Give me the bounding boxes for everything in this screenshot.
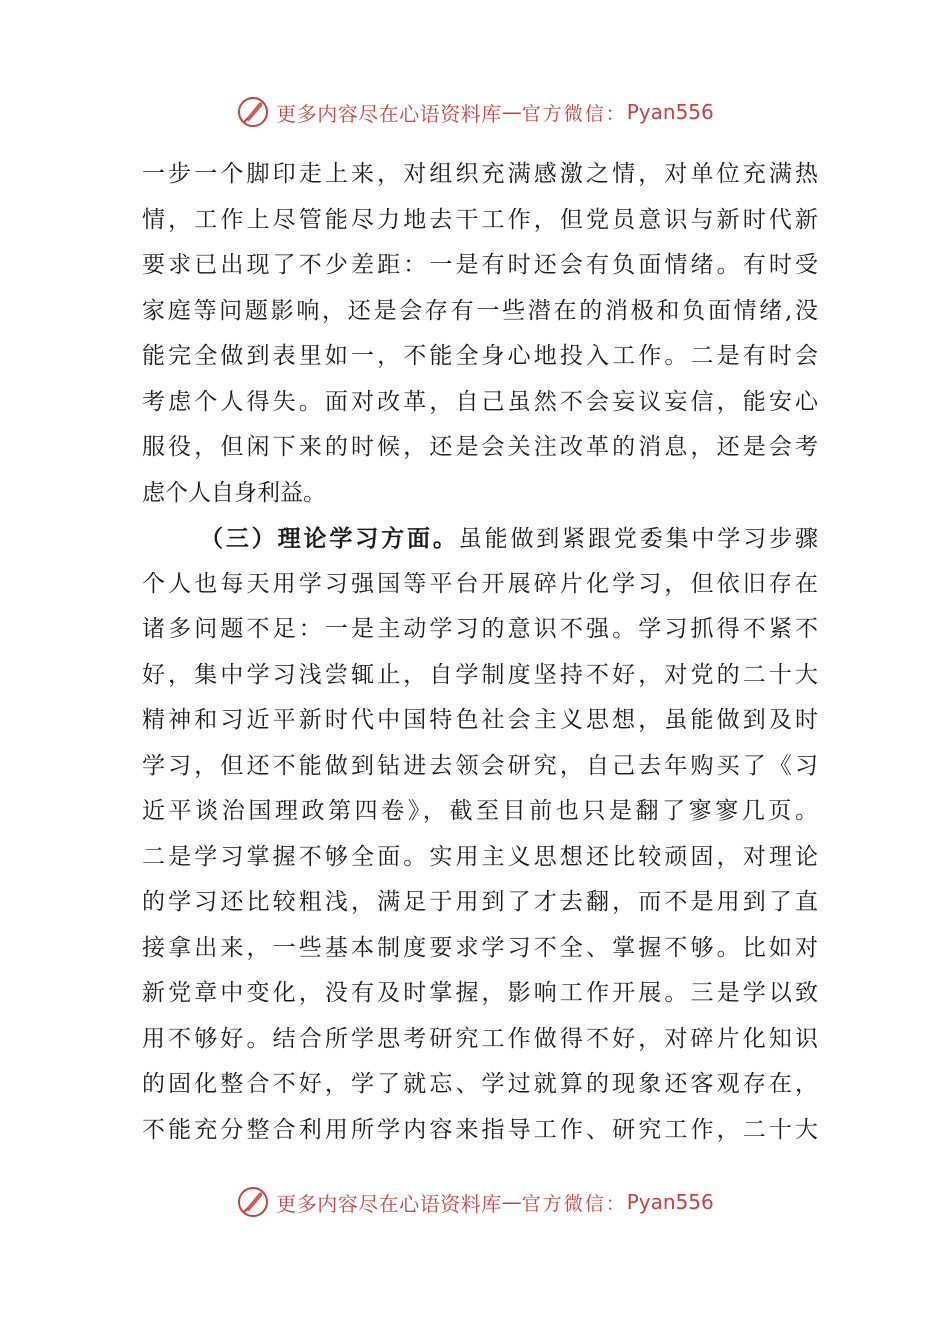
document-body	[142, 152, 818, 1153]
header-banner-separator: —	[501, 100, 522, 124]
paragraph-line: 要求已出现了不少差距：一是有时还会有负面情绪。有时受	[142, 252, 818, 278]
footer-banner-title: 更多内容尽在心语资料库	[276, 1191, 502, 1216]
paragraph-line: 好，集中学习浅尝辄止，自学制度坚持不好，对党的二十大	[142, 661, 818, 688]
header-banner-title: 更多内容尽在心语资料库	[276, 101, 502, 126]
footer-banner-separator: —	[501, 1190, 522, 1214]
paragraph-line: 精神和习近平新时代中国特色社会主义思想，虽能做到及时	[142, 707, 818, 733]
paragraph-line: 学习，但还不能做到钻进去领会研究，自己去年购买了《习	[142, 752, 818, 779]
section-heading-line	[142, 516, 818, 562]
paragraph-line: 二是学习掌握不够全面。实用主义思想还比较顽固，对理论	[142, 843, 818, 870]
section-heading-rest: 虽能做到紧跟党委集中学习步骤	[458, 526, 818, 552]
paragraph-line: 近平谈治国理政第四卷》，截至目前也只是翻了寥寥几页。	[142, 798, 818, 824]
paragraph-line: 家庭等问题影响，还是会存有一些潜在的消极和负面情绪,没	[142, 297, 818, 324]
paragraph-line: 的固化整合不好，学了就忘、学过就算的现象还客观存在，	[142, 1071, 818, 1097]
footer-banner	[0, 1182, 950, 1222]
paragraph-line: 能完全做到表里如一，不能全身心地投入工作。二是有时会	[142, 343, 818, 369]
paragraph-line: 接拿出来，一些基本制度要求学习不全、掌握不够。比如对	[142, 934, 818, 961]
header-banner-wechat-id: Pyan556	[626, 100, 714, 124]
header-banner	[0, 92, 950, 132]
paragraph-line: 诸多问题不足：一是主动学习的意识不强。学习抓得不紧不	[142, 616, 818, 642]
quill-pen-logo-icon	[236, 95, 270, 129]
quill-pen-logo-icon	[236, 1185, 270, 1219]
paragraph-line: 个人也每天用学习强国等平台开展碎片化学习，但依旧存在	[142, 570, 818, 597]
paragraph-line: 虑个人自身利益。	[142, 479, 326, 506]
footer-banner-wechat-label: 官方微信：	[521, 1192, 627, 1215]
paragraph-line: 情，工作上尽管能尽力地去干工作，但党员意识与新时代新	[142, 206, 818, 233]
header-banner-wechat-label: 官方微信：	[521, 102, 627, 125]
paragraph-line: 用不够好。结合所学思考研究工作做得不好，对碎片化知识	[142, 1025, 818, 1052]
paragraph-line: 的学习还比较粗浅，满足于用到了才去翻，而不是用到了直	[142, 889, 818, 915]
paragraph-line: 一步一个脚印走上来，对组织充满感激之情，对单位充满热	[142, 161, 818, 187]
section-heading: （三）理论学习方面。	[200, 525, 459, 552]
footer-banner-wechat-id: Pyan556	[626, 1190, 714, 1214]
paragraph-line: 考虑个人得失。面对改革，自己虽然不会妄议妄信，能安心	[142, 388, 818, 415]
paragraph-line: 新党章中变化，没有及时掌握，影响工作开展。三是学以致	[142, 980, 818, 1006]
paragraph-line: 不能充分整合利用所学内容来指导工作、研究工作，二十大	[142, 1116, 818, 1143]
paragraph-line: 服役，但闲下来的时候，还是会关注改革的消息，还是会考	[142, 434, 818, 460]
